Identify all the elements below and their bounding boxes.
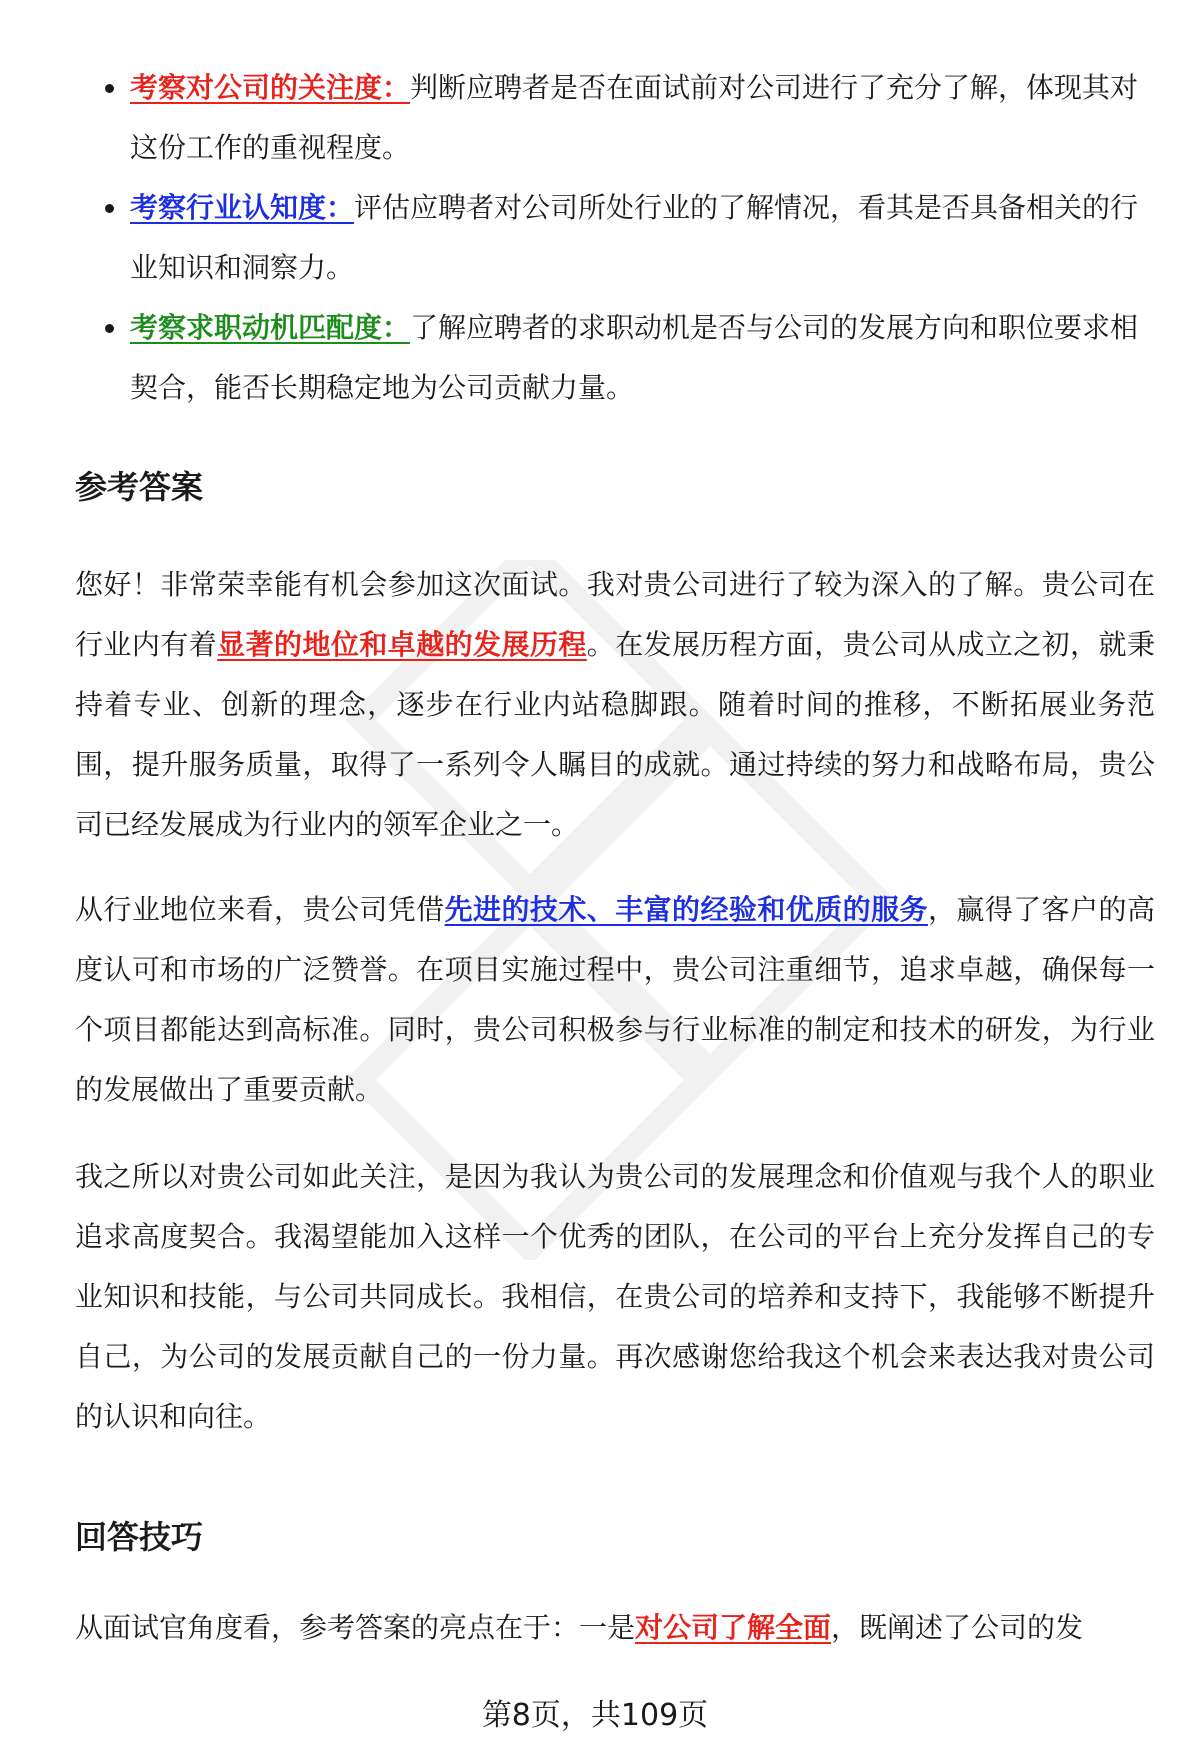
bullet-dot bbox=[105, 84, 114, 93]
highlight-company-knowledge: 对公司了解全面 bbox=[635, 1611, 832, 1644]
tips-paragraph-1 bbox=[75, 1598, 1155, 1658]
list-item bbox=[100, 298, 1150, 418]
paragraph-text: ，赢得了客户的高度认可和市场的广泛赞誉。在项目实施过程中，贵公司注重细节，追求卓越，确保每一个项目都能达到高标准。同时，贵公司积极参与行业标准的制定和技术的研发，为行业的发展做出了重要贡献。 bbox=[75, 893, 1155, 1106]
highlight-advantages: 先进的技术、丰富的经验和优质的服务 bbox=[444, 893, 928, 926]
bullet-text: 判断应聘者是否在面试前对公司进行了充分了解，体现其对这份工作的重视程度。 bbox=[130, 71, 1139, 164]
list-item bbox=[100, 178, 1150, 298]
keyword-company-attention: 考察对公司的关注度： bbox=[130, 71, 411, 104]
paragraph-text: ，既阐述了公司的发 bbox=[831, 1611, 1084, 1644]
answer-paragraph-2 bbox=[75, 880, 1155, 1120]
list-item bbox=[100, 58, 1150, 178]
answer-paragraph-3: 我之所以对贵公司如此关注，是因为我认为贵公司的发展理念和价值观与我个人的职业追求高度契合。我渴望能加入这样一个优秀的团队，在公司的平台上充分发挥自己的专业知识和技能，与公司共同成长。我相信，在贵公司的培养和支持下，我能够不断提升自己，为公司的发展贡献自己的一份力量。再次感谢您给我这个机会来表达我对贵公司的认识和向往。 bbox=[75, 1160, 1155, 1433]
paragraph-text: 您好！非常荣幸能有机会参加这次面试。我对贵公司进行了较为深入的了解。贵公司在行业内有着 bbox=[75, 568, 1155, 661]
bullet-text: 评估应聘者对公司所处行业的了解情况，看其是否具备相关的行业知识和洞察力。 bbox=[130, 191, 1139, 284]
answer-paragraph-1 bbox=[75, 555, 1155, 855]
paragraph-text: 从面试官角度看，参考答案的亮点在于：一是 bbox=[75, 1611, 636, 1644]
highlight-development-history: 显著的地位和卓越的发展历程 bbox=[217, 628, 587, 661]
evaluation-points-list bbox=[100, 58, 1150, 418]
bullet-text: 了解应聘者的求职动机是否与公司的发展方向和职位要求相契合，能否长期稳定地为公司贡献力量。 bbox=[130, 311, 1139, 404]
keyword-industry-awareness: 考察行业认知度： bbox=[130, 191, 355, 224]
answer-tips-heading: 回答技巧 bbox=[75, 1518, 204, 1556]
bullet-dot bbox=[105, 204, 114, 213]
reference-answer-heading: 参考答案 bbox=[75, 468, 204, 506]
keyword-motivation-match: 考察求职动机匹配度： bbox=[130, 311, 411, 344]
page-number-footer: 第8页，共109页 bbox=[481, 1698, 709, 1733]
bullet-dot bbox=[105, 324, 114, 333]
paragraph-text: 。在发展历程方面，贵公司从成立之初，就秉持着专业、创新的理念，逐步在行业内站稳脚跟。随着时间的推移，不断拓展业务范围，提升服务质量，取得了一系列令人瞩目的成就。通过持续的努力和战略布局，贵公司已经发展成为行业内的领军企业之一。 bbox=[75, 628, 1155, 841]
paragraph-text: 从行业地位来看，贵公司凭借 bbox=[75, 893, 445, 926]
